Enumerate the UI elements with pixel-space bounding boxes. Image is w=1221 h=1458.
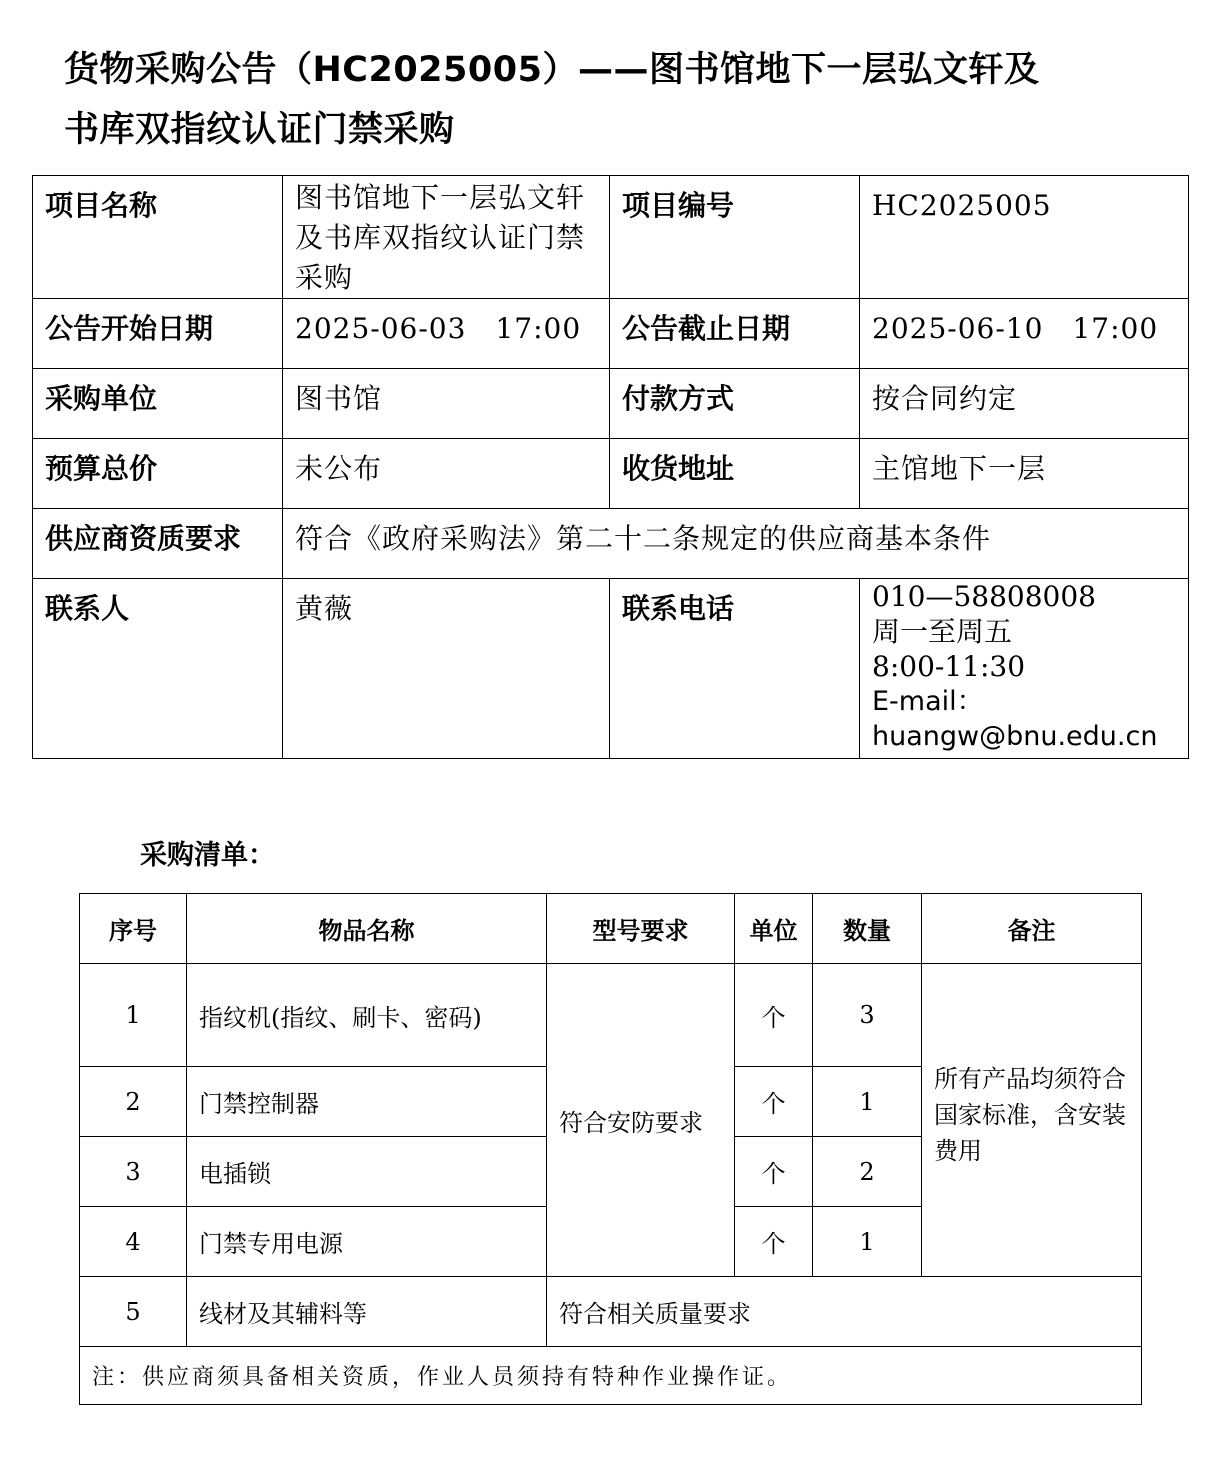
row-no: 2 [80,1067,187,1137]
budget-label: 预算总价 [33,439,283,509]
row-no: 3 [80,1137,187,1207]
header-item-name: 物品名称 [187,894,547,964]
project-name-value: 图书馆地下一层弘文轩及书库双指纹认证门禁采购 [283,176,610,299]
buyer-label: 采购单位 [33,369,283,439]
info-row [33,439,1189,509]
row-no: 1 [80,964,187,1067]
procurement-list-title: 采购清单： [140,840,275,871]
row-item-name: 线材及其辅料等 [187,1277,547,1347]
row-no: 5 [80,1277,187,1347]
row-qty: 3 [813,964,922,1067]
row-item-name: 指纹机(指纹、刷卡、密码) [187,964,547,1067]
model-requirement: 符合安防要求 [547,964,735,1277]
table-header-row [80,894,1142,964]
info-row [33,509,1189,579]
project-no-value: HC2025005 [860,176,1189,299]
info-row [33,299,1189,369]
header-no: 序号 [80,894,187,964]
row-unit: 个 [735,1067,813,1137]
project-no-label: 项目编号 [610,176,860,299]
row-qty: 1 [813,1067,922,1137]
budget-value: 未公布 [283,439,610,509]
buyer-value: 图书馆 [283,369,610,439]
address-value: 主馆地下一层 [860,439,1189,509]
row-unit: 个 [735,964,813,1067]
title-line-1: 货物采购公告（HC2025005）——图书馆地下一层弘文轩及 [64,50,1040,90]
payment-label: 付款方式 [610,369,860,439]
end-date-label: 公告截止日期 [610,299,860,369]
start-date-value: 2025-06-03 17:00 [283,299,610,369]
table-row [80,1277,1142,1347]
header-qty: 数量 [813,894,922,964]
info-row [33,579,1189,759]
row-item-name: 门禁专用电源 [187,1207,547,1277]
email-label: E-mail： [872,686,984,717]
qualification-value: 符合《政府采购法》第二十二条规定的供应商基本条件 [283,509,1189,579]
project-name-label: 项目名称 [33,176,283,299]
phone-number: 010—58808008 [872,580,1096,613]
row-qty: 1 [813,1207,922,1277]
title-line-2: 书库双指纹认证门禁采购 [64,110,455,150]
page-title [64,40,1174,160]
procurement-list-table [79,893,1142,1405]
row-item-name: 门禁控制器 [187,1067,547,1137]
start-date-label: 公告开始日期 [33,299,283,369]
qualification-label: 供应商资质要求 [33,509,283,579]
header-model: 型号要求 [547,894,735,964]
phone-value-cell [860,579,1189,759]
office-days: 周一至周五 [872,615,1013,648]
info-row [33,176,1189,299]
contact-label: 联系人 [33,579,283,759]
info-row [33,369,1189,439]
remark: 所有产品均须符合国家标准，含安装费用 [922,964,1142,1277]
email-link[interactable]: huangw@bnu.edu.cn [872,721,1158,752]
header-remark: 备注 [922,894,1142,964]
end-date-value: 2025-06-10 17:00 [860,299,1189,369]
table-row [80,964,1142,1067]
footnote-row [80,1347,1142,1405]
payment-value: 按合同约定 [860,369,1189,439]
announcement-info-table [32,175,1189,759]
address-label: 收货地址 [610,439,860,509]
header-unit: 单位 [735,894,813,964]
contact-value: 黄薇 [283,579,610,759]
row-qty: 2 [813,1137,922,1207]
row-item-name: 电插锁 [187,1137,547,1207]
row-unit: 个 [735,1207,813,1277]
row-unit: 个 [735,1137,813,1207]
phone-label: 联系电话 [610,579,860,759]
office-hours: 8:00-11:30 [872,650,1026,683]
row-no: 4 [80,1207,187,1277]
footnote: 注：供应商须具备相关资质，作业人员须持有特种作业操作证。 [80,1347,1142,1405]
row-requirement: 符合相关质量要求 [547,1277,1142,1347]
